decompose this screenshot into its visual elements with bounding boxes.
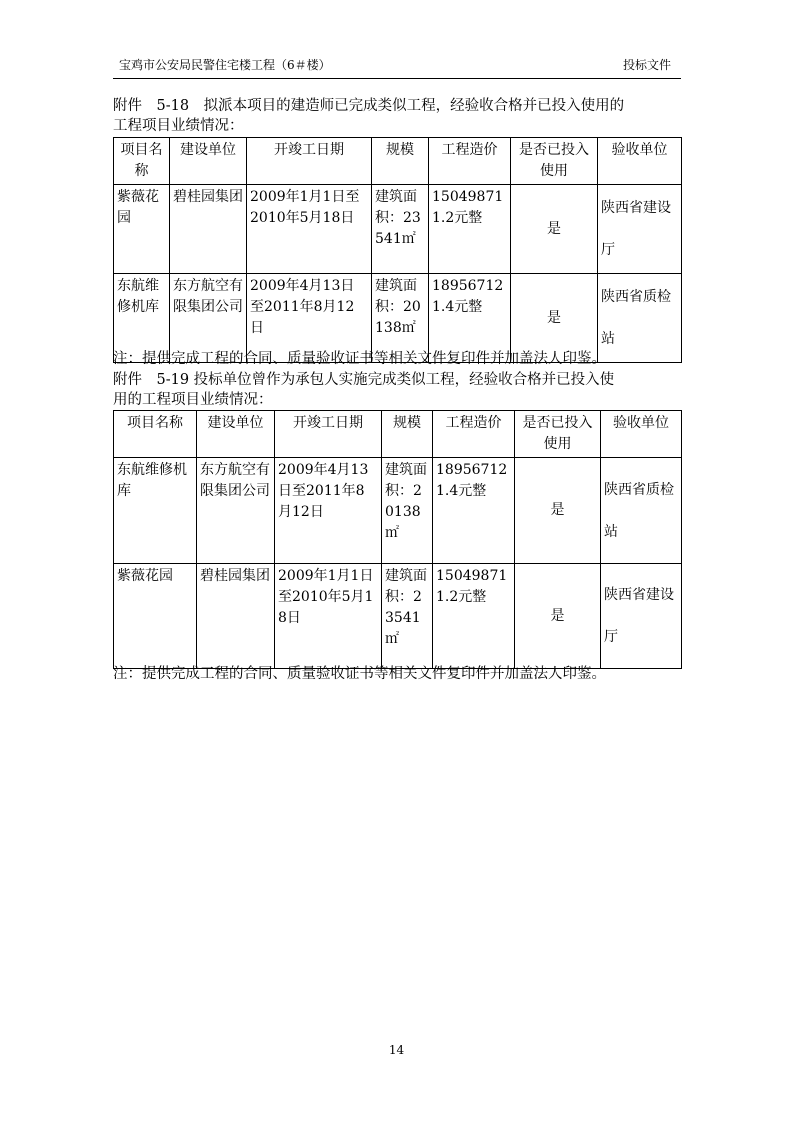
table-row [114,564,682,669]
cell-cost: 189567121.4元整 [433,458,515,564]
cell-scale: 建筑面积：20138㎡ [372,274,429,363]
table-header-row [114,138,682,185]
table-header-row [114,411,682,458]
cell-project-name: 紫薇花园 [114,564,197,669]
cell-dates: 2009年1月1日至2010年5月18日 [247,185,372,274]
cell-project-name: 东航维修机库 [114,458,197,564]
cell-build-unit: 东方航空有限集团公司 [170,274,247,363]
col-build-unit: 建设单位 [197,411,275,458]
section2-heading-line2: 用的工程项目业绩情况： [113,392,273,408]
cell-build-unit: 碧桂园集团 [197,564,275,669]
cell-in-use: 是 [511,274,598,363]
section1-heading-line1: 附件 5-18 拟派本项目的建造师已完成类似工程，经验收合格并已投入使用的 [113,98,625,114]
col-cost: 工程造价 [429,138,511,185]
section1-table [113,137,682,363]
cell-dates: 2009年4月13日至2011年8月12日 [275,458,382,564]
table-row [114,458,682,564]
col-cost: 工程造价 [433,411,515,458]
col-acceptor: 验收单位 [598,138,682,185]
col-in-use: 是否已投入使用 [515,411,601,458]
col-in-use: 是否已投入使用 [511,138,598,185]
cell-build-unit: 碧桂园集团 [170,185,247,274]
cell-scale: 建筑面积：20138㎡ [382,458,433,564]
col-scale: 规模 [382,411,433,458]
col-project-name: 项目名称 [114,138,170,185]
cell-acceptor: 陕西省质检站 [598,274,682,363]
cell-build-unit: 东方航空有限集团公司 [197,458,275,564]
header-doc-type: 投标文件 [622,58,671,72]
section2-heading [113,370,683,410]
page-number: 14 [388,1043,405,1057]
cell-dates: 2009年4月13日至2011年8月12日 [247,274,372,363]
cell-project-name: 东航维修机库 [114,274,170,363]
cell-project-name: 紫薇花园 [114,185,170,274]
col-dates: 开竣工日期 [247,138,372,185]
cell-scale: 建筑面积：23541㎡ [382,564,433,669]
cell-acceptor: 陕西省建设厅 [598,185,682,274]
col-project-name: 项目名称 [114,411,197,458]
section1-heading-line2: 工程项目业绩情况： [113,118,244,134]
cell-acceptor: 陕西省建设厅 [601,564,682,669]
cell-cost: 189567121.4元整 [429,274,511,363]
section1-heading [113,96,683,136]
cell-scale: 建筑面积：23541㎡ [372,185,429,274]
col-scale: 规模 [372,138,429,185]
col-dates: 开竣工日期 [275,411,382,458]
cell-cost: 150498711.2元整 [429,185,511,274]
section2-table [113,410,682,669]
cell-in-use: 是 [511,185,598,274]
section2-heading-line1: 附件 5-19 投标单位曾作为承包人实施完成类似工程，经验收合格并已投入使 [113,372,615,388]
section1-note: 注：提供完成工程的合同、质量验收证书等相关文件复印件并加盖法人印鉴。 [113,351,606,367]
cell-in-use: 是 [515,564,601,669]
col-acceptor: 验收单位 [601,411,682,458]
cell-dates: 2009年1月1日至2010年5月18日 [275,564,382,669]
table-row [114,185,682,274]
cell-acceptor: 陕西省质检站 [601,458,682,564]
header-title: 宝鸡市公安局民警住宅楼工程（6＃楼） [119,58,331,72]
col-build-unit: 建设单位 [170,138,247,185]
section2-note: 注：提供完成工程的合同、质量验收证书等相关文件复印件并加盖法人印鉴。 [113,666,606,682]
cell-in-use: 是 [515,458,601,564]
cell-cost: 150498711.2元整 [433,564,515,669]
header-rule [113,78,681,79]
